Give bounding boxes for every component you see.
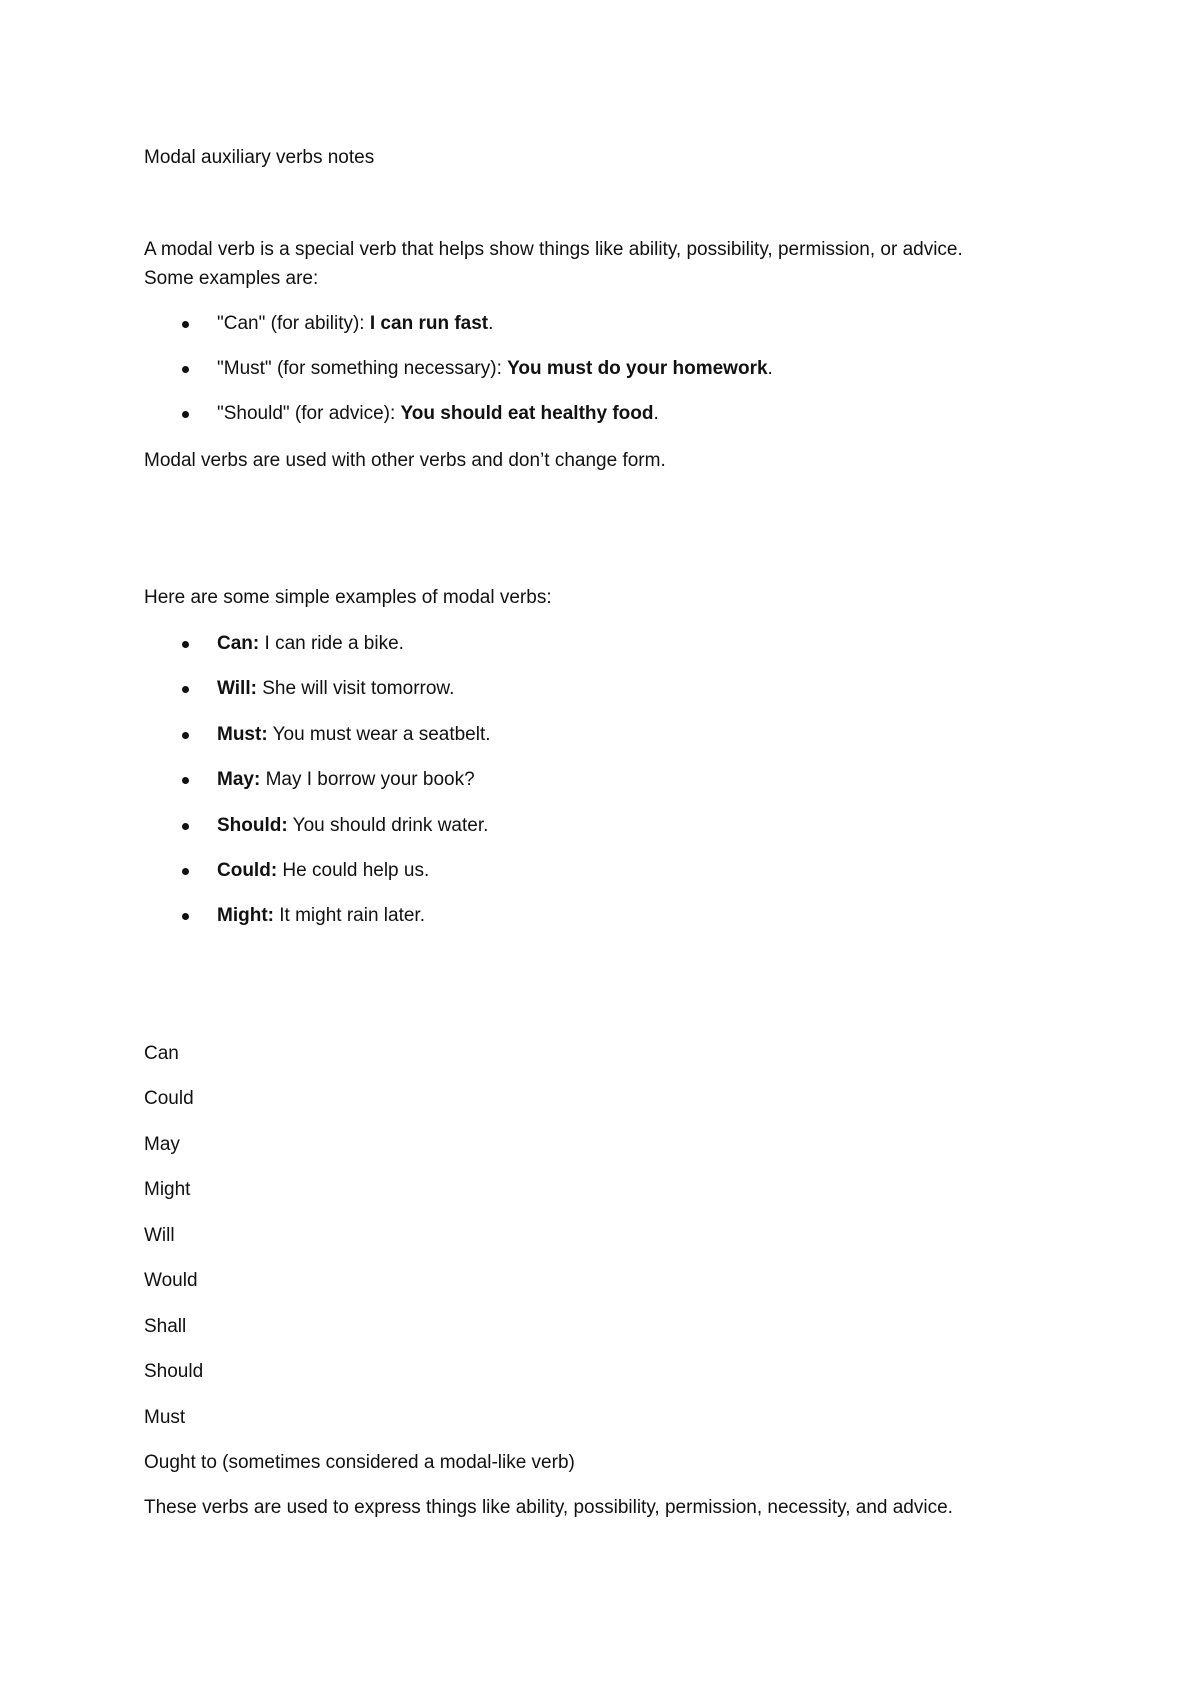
modal-list-item: Ought to (sometimes considered a modal-like verb) [144, 1452, 575, 1473]
bullet-icon [182, 321, 189, 328]
bullet-icon [182, 411, 189, 418]
modal-example-text: Should: You should drink water. [217, 815, 489, 836]
example-text: "Must" (for something necessary): You must do your homework. [217, 358, 773, 379]
intro-line-1: A modal verb is a special verb that helps show things like ability, possibility, permission, or advice. [144, 239, 963, 260]
modal-list-item: Will [144, 1225, 175, 1246]
modal-list-item: May [144, 1134, 180, 1155]
bullet-icon [182, 366, 189, 373]
modal-example-text: Might: It might rain later. [217, 905, 425, 926]
bullet-icon [182, 641, 189, 648]
intro-line-2: Some examples are: [144, 268, 319, 289]
bullet-icon [182, 777, 189, 784]
bullet-icon [182, 686, 189, 693]
bullet-icon [182, 868, 189, 875]
modal-list-item: Shall [144, 1316, 187, 1337]
modal-list-item: Might [144, 1179, 191, 1200]
modal-example-text: Could: He could help us. [217, 860, 430, 881]
modal-example-text: May: May I borrow your book? [217, 769, 475, 790]
examples-intro: Here are some simple examples of modal verbs: [144, 587, 552, 608]
modal-list-item: Would [144, 1270, 198, 1291]
example-text: "Can" (for ability): I can run fast. [217, 313, 494, 334]
modal-list-item: Can [144, 1043, 179, 1064]
document-title: Modal auxiliary verbs notes [144, 147, 375, 168]
modal-example-text: Must: You must wear a seatbelt. [217, 724, 491, 745]
modal-list-item: Must [144, 1407, 186, 1428]
bullet-icon [182, 732, 189, 739]
example-text: "Should" (for advice): You should eat healthy food. [217, 403, 659, 424]
modal-example-text: Will: She will visit tomorrow. [217, 678, 455, 699]
modal-list-item: Should [144, 1361, 204, 1382]
bullet-icon [182, 823, 189, 830]
modal-list-item: Could [144, 1088, 194, 1109]
summary-paragraph: Modal verbs are used with other verbs and don’t change form. [144, 450, 666, 471]
bullet-icon [182, 913, 189, 920]
closing-paragraph: These verbs are used to express things like ability, possibility, permission, necessity, and advice. [144, 1497, 953, 1518]
modal-example-text: Can: I can ride a bike. [217, 633, 404, 654]
